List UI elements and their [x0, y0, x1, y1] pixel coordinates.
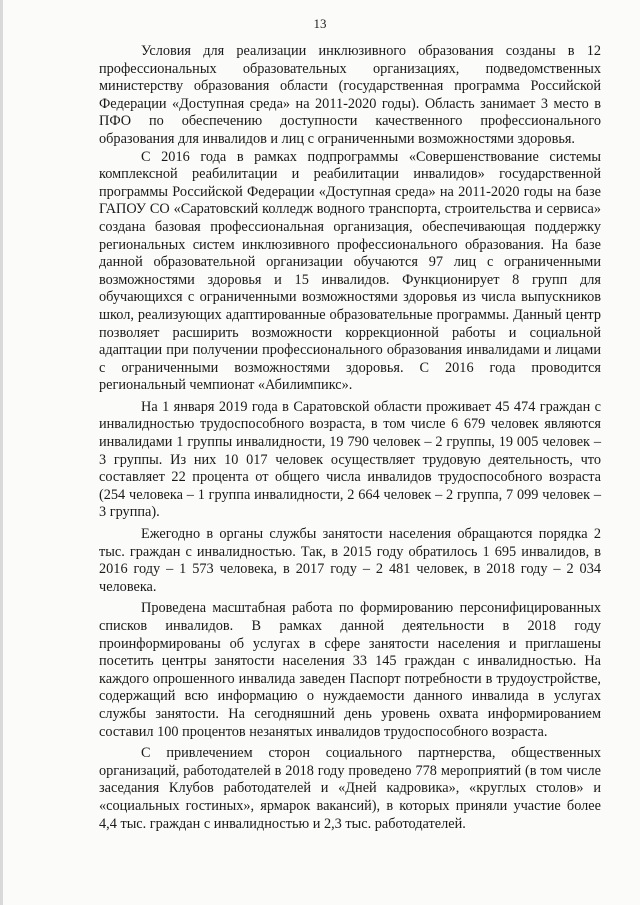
- scan-edge: [0, 0, 3, 905]
- paragraph-social-partnership-events: С привлечением сторон социального партнерства, общественных организаций, работодателей в 2018 году проведено 778 мероприятий (в том числе заседания Клубов работодателей и «Дней кадровика», «круглых столов» и «социальных гостиных», ярмарок вакансий), в которых приняли участие более 4,4 тыс. граждан с инвалидностью и 2,3 тыс. работодателей.: [99, 745, 601, 832]
- paragraph-employment-service-requests: Ежегодно в органы службы занятости населения обращаются порядка 2 тыс. граждан с инвалидностью. Так, в 2015 году обратилось 1 695 инвалидов, в 2016 году – 1 573 человека, в 2017 году – 2 481 человек, в 2018 году – 2 034 человека.: [99, 526, 601, 595]
- paragraph-personalized-lists: Проведена масштабная работа по формированию персонифицированных списков инвалидов. В рамках данной деятельности в 2018 году проинформированы об услугах в сфере занятости населения и приглашены посетить центры занятости населения 33 145 граждан с инвалидностью. На каждого опрошенного инвалида заведен Паспорт потребности в трудоустройстве, содержащий всю информацию о нуждаемости данного инвалида в услугах службы занятости. На сегодняшний день уровень охвата информированием составил 100 процентов незанятых инвалидов трудоспособного возраста.: [99, 600, 601, 740]
- document-body: [99, 43, 601, 833]
- paragraph-inclusive-education: Условия для реализации инклюзивного образования созданы в 12 профессиональных образовательных организациях, подведомственных министерству образования области (государственная программа Российской Федерации «Доступная среда» на 2011-2020 годы). Область занимает 3 место в ПФО по обеспечению доступности качественного профессионального образования для инвалидов и лиц с ограниченными возможностями здоровья.: [99, 43, 601, 147]
- paragraph-disabled-citizens-statistics: На 1 января 2019 года в Саратовской области проживает 45 474 граждан с инвалидностью трудоспособного возраста, в том числе 6 679 человек являются инвалидами 1 группы инвалидности, 19 790 человек – 2 группы, 19 005 человек – 3 группы. Из них 10 017 человек осуществляет трудовую деятельность, что составляет 22 процента от общего числа инвалидов трудоспособного возраста (254 человека – 1 группа инвалидности, 2 664 человек – 2 группа, 7 099 человек – 3 группа).: [99, 398, 601, 521]
- page-number: 13: [313, 16, 327, 31]
- paragraph-base-organization: С 2016 года в рамках подпрограммы «Совершенствование системы комплексной реабилитации и реабилитации инвалидов» государственной программы Российской Федерации «Доступная среда» на 2011-2020 годы на базе ГАПОУ СО «Саратовский колледж водного транспорта, строительства и сервиса» создана базовая профессиональная организация, обеспечивающая поддержку региональных систем инклюзивного профессионального образования. На базе данной образовательной организации обучаются 97 лиц с ограниченными возможностями здоровья и 15 инвалидов. Функционирует 8 групп для обучающихся с ограниченными возможностями здоровья из числа выпускников школ, реализующих адаптированные образовательные программы. Данный центр позволяет расширить возможности коррекционной работы и социальной адаптации при получении профессионального образования инвалидами и лицами с ограниченными возможностями здоровья. С 2016 года проводится региональный чемпионат «Абилимпикс».: [99, 148, 601, 394]
